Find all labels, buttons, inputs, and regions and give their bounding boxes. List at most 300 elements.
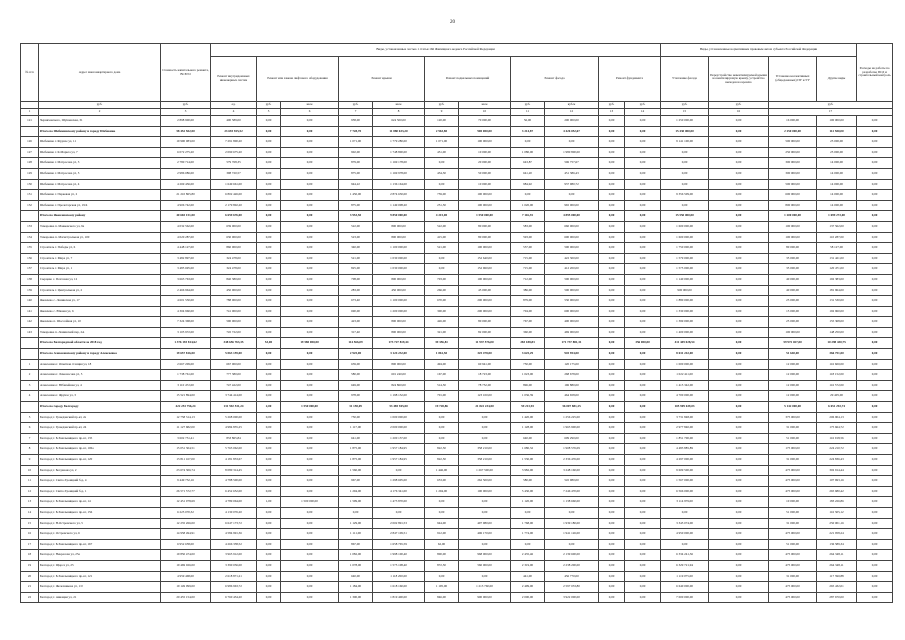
value-cell: 0,00 <box>857 190 893 201</box>
value-cell: 0,00 <box>625 571 661 582</box>
value-cell: 1 100 000,00 <box>373 243 425 254</box>
value-cell: 0,00 <box>709 529 769 540</box>
value-cell: 0,00 <box>257 179 281 190</box>
value-cell: 6 072 275,20 <box>161 147 211 158</box>
value-cell: 25 000,00 <box>817 137 857 148</box>
value-cell: 31 000,00 <box>769 571 817 582</box>
value-cell: 641,00 <box>339 433 373 444</box>
value-cell: 0,00 <box>425 412 459 423</box>
row-number-cell: 132 <box>21 200 39 211</box>
value-cell: 2 179 802,20 <box>211 200 257 211</box>
value-cell: 2 898 900,00 <box>161 116 211 127</box>
value-cell: 0,00 <box>625 147 661 158</box>
value-cell: 0,00 <box>257 137 281 148</box>
value-cell: 0,00 <box>625 190 661 201</box>
value-cell: 6 647 173,72 <box>211 518 257 529</box>
value-cell: 224 210,72 <box>817 444 857 455</box>
value-cell: 0,00 <box>257 126 281 137</box>
value-cell: 356 000,00 <box>625 338 661 349</box>
unit-cell: кв.м <box>459 102 511 109</box>
value-cell: 14 000,00 <box>817 168 857 179</box>
value-cell: 0,00 <box>625 433 661 444</box>
value-cell: 0,00 <box>857 359 893 370</box>
value-cell: 0,00 <box>257 359 281 370</box>
value-cell: 300,00 <box>425 306 459 317</box>
value-cell: 0,00 <box>625 507 661 518</box>
row-number-cell: 127 <box>21 147 39 158</box>
value-cell: 11 937 576,00 <box>459 338 511 349</box>
value-cell: 0,00 <box>625 539 661 550</box>
value-cell: 0,00 <box>625 253 661 264</box>
value-cell: 406 170,00 <box>459 529 511 540</box>
value-cell: 945 954,00 <box>545 349 599 360</box>
value-cell: 1 000 000,00 <box>661 359 709 370</box>
value-cell: 500 000,00 <box>769 179 817 190</box>
value-cell: 19 990 083,00 <box>161 137 211 148</box>
value-cell: 0,00 <box>709 391 769 402</box>
value-cell: 2,00 <box>257 402 281 413</box>
value-cell: 4 984 835,25 <box>211 423 257 434</box>
value-cell: 822,50 <box>425 455 459 466</box>
header-address: Адрес многоквартирного дома <box>39 44 161 102</box>
address-cell: Строитель г. Центральная ул, 2 <box>39 285 161 296</box>
address-cell: Яковлево п. Шоссейная ул, 10 <box>39 317 161 328</box>
value-cell: 875,00 <box>339 200 373 211</box>
value-cell: 120 471,00 <box>817 264 857 275</box>
value-cell: 0,00 <box>625 550 661 561</box>
value-cell: 100 000,00 <box>459 274 511 285</box>
value-cell: 400 000,00 <box>545 317 599 328</box>
value-cell: 0,00 <box>709 306 769 317</box>
value-cell: 0,00 <box>599 497 625 508</box>
row-number-cell: 140 <box>21 296 39 307</box>
header-insulation: Утепление фасада <box>661 57 709 102</box>
value-cell: 0,00 <box>257 306 281 317</box>
value-cell: 0,00 <box>599 200 625 211</box>
value-cell: 56 007 881,25 <box>545 402 599 413</box>
value-cell: 522,00 <box>425 221 459 232</box>
value-cell: 451,00 <box>425 147 459 158</box>
value-cell: 19 850 474,00 <box>161 550 211 561</box>
value-cell: 673,40 <box>339 296 373 307</box>
value-cell: 0,00 <box>857 327 893 338</box>
value-cell: 0,00 <box>709 433 769 444</box>
value-cell: 1 567 000,00 <box>661 476 709 487</box>
value-cell: 51 000,00 <box>769 539 817 550</box>
value-cell: 386,00 <box>511 285 545 296</box>
value-cell: 15 000,00 <box>769 306 817 317</box>
value-cell: 0,00 <box>709 243 769 254</box>
value-cell: 0,00 <box>281 137 339 148</box>
value-cell: 23 674 306,74 <box>161 465 211 476</box>
value-cell: 12 000,00 <box>769 391 817 402</box>
value-cell: 1 649 661,00 <box>211 179 257 190</box>
value-cell: 0,00 <box>545 507 599 518</box>
value-cell: 0,00 <box>599 338 625 349</box>
value-cell: 0,00 <box>625 137 661 148</box>
value-cell: 40 000,00 <box>769 285 817 296</box>
value-cell: 1 575 108,40 <box>373 560 425 571</box>
value-cell: 0,00 <box>625 168 661 179</box>
value-cell: 0,00 <box>625 455 661 466</box>
value-cell: 1 875,00 <box>339 455 373 466</box>
row-number-cell: 6 <box>21 423 39 434</box>
value-cell: 183 226,86 <box>817 497 857 508</box>
unit-cell: руб. <box>625 102 661 109</box>
value-cell: 800 000,00 <box>373 327 425 338</box>
value-cell: 1 294,00 <box>339 486 373 497</box>
value-cell: 116 918,56 <box>817 433 857 444</box>
address-cell: Яковлево с. Южная ул, 6 <box>39 306 161 317</box>
value-cell: 2 000,00 <box>511 592 545 603</box>
value-cell: 958,00 <box>339 116 373 127</box>
value-cell: 4 266 338,52 <box>211 539 257 550</box>
value-cell: 18 723,00 <box>459 370 511 381</box>
value-cell: 639 000,00 <box>211 221 257 232</box>
value-cell: 0,00 <box>625 465 661 476</box>
value-cell: 0,00 <box>545 539 599 550</box>
value-cell: 6 952 658,00 <box>161 539 211 550</box>
value-cell: 0,00 <box>709 200 769 211</box>
value-cell: 0,00 <box>857 211 893 222</box>
value-cell: 15 521 894,00 <box>161 391 211 402</box>
value-cell: 788 000,00 <box>211 296 257 307</box>
value-cell: 0,00 <box>257 253 281 264</box>
value-cell: 825,00 <box>339 264 373 275</box>
address-cell: Шебекино г. Парковая ул, 2 <box>39 190 161 201</box>
value-cell: 500 000,00 <box>545 285 599 296</box>
value-cell: 1 575 000,00 <box>661 264 709 275</box>
value-cell: 3 625,29 <box>511 349 545 360</box>
value-cell: 4 601 530,00 <box>161 296 211 307</box>
value-cell: 148 250,00 <box>817 327 857 338</box>
value-cell: 1 140 000,00 <box>661 274 709 285</box>
address-cell: Шебекино г. Пролетарская ул, 19/4 <box>39 200 161 211</box>
value-cell: 100 000,00 <box>769 221 817 232</box>
value-cell: 1 184,00 <box>339 582 373 593</box>
value-cell: 0,00 <box>857 253 893 264</box>
value-cell: 0,00 <box>857 518 893 529</box>
value-cell: 0,00 <box>857 221 893 232</box>
value-cell: 152 640,00 <box>459 253 511 264</box>
value-cell: 375 000,00 <box>769 412 817 423</box>
value-cell: 70 000,00 <box>459 116 511 127</box>
value-cell: 0,00 <box>599 296 625 307</box>
value-cell: 879,00 <box>511 296 545 307</box>
value-cell: 0,00 <box>709 465 769 476</box>
subtotal-row <box>21 211 893 222</box>
value-cell: 1 195,00 <box>425 582 459 593</box>
value-cell: 800 000,00 <box>373 232 425 243</box>
column-number-cell: 2 <box>39 109 161 116</box>
value-cell: 1 579 000,00 <box>661 253 709 264</box>
value-cell: 58 452 502,00 <box>161 126 211 137</box>
value-cell: 4 215,00 <box>425 211 459 222</box>
value-cell: 105 909 639,03 <box>661 402 709 413</box>
table-row <box>21 158 893 169</box>
value-cell: 1 200 000,00 <box>769 211 817 222</box>
value-cell: 0,00 <box>373 465 425 476</box>
value-cell: 366 751,00 <box>817 349 857 360</box>
address-cell: Строитель г. Мира ул, 7 <box>39 253 161 264</box>
header-total: Стоимость капитального ремонта, ВСЕГО <box>161 44 211 102</box>
value-cell: 0,00 <box>709 476 769 487</box>
value-cell: 1 330 000,00 <box>661 306 709 317</box>
value-cell: 0,00 <box>709 359 769 370</box>
value-cell: 0,00 <box>857 137 893 148</box>
value-cell: 0,00 <box>599 190 625 201</box>
value-cell: 192 960,00 <box>817 306 857 317</box>
value-cell: 4 448 127,00 <box>161 243 211 254</box>
value-cell: 0,00 <box>857 402 893 413</box>
value-cell: 0,00 <box>599 550 625 561</box>
address-cell: Шебекино г. Фрунзе ул, 11 <box>39 137 161 148</box>
value-cell: 0,00 <box>281 274 339 285</box>
table-row <box>21 550 893 561</box>
value-cell: 0,00 <box>857 285 893 296</box>
value-cell: 0,00 <box>281 317 339 328</box>
unit-cell: руб. <box>339 102 373 109</box>
value-cell: 100 000,00 <box>459 200 511 211</box>
value-cell: 9 609 500,00 <box>661 465 709 476</box>
value-cell: 0,00 <box>257 455 281 466</box>
value-cell: 262 500,00 <box>459 476 511 487</box>
value-cell: 25 000,00 <box>769 296 817 307</box>
value-cell: 0,00 <box>281 507 339 518</box>
column-number-cell: 3 <box>161 109 211 116</box>
value-cell: 173 727 819,44 <box>373 338 425 349</box>
header-group-regional: Виды, установленные нормативным правовым актом субъекта Российской Федерации <box>661 44 857 57</box>
address-cell: Белгород г. Н.Островского ул, 5 <box>39 518 161 529</box>
value-cell: 0,00 <box>425 507 459 518</box>
value-cell: 283 188,83 <box>511 338 545 349</box>
unit-cell: руб. <box>425 102 459 109</box>
value-cell: 902,00 <box>339 147 373 158</box>
value-cell: 701,00 <box>425 391 459 402</box>
table-row <box>21 274 893 285</box>
value-cell: 0,00 <box>599 243 625 254</box>
value-cell: 0,00 <box>625 529 661 540</box>
value-cell: 0,00 <box>281 465 339 476</box>
value-cell: 0,00 <box>281 571 339 582</box>
value-cell: 0,00 <box>281 370 339 381</box>
value-cell: 0,00 <box>459 497 511 508</box>
value-cell: 0,00 <box>599 349 625 360</box>
value-cell: 3 922 000,00 <box>545 592 599 603</box>
row-number-cell: 11 <box>21 476 39 487</box>
value-cell: 415,00 <box>425 232 459 243</box>
value-cell: 653,00 <box>425 476 459 487</box>
value-cell: 1 200 000,00 <box>373 306 425 317</box>
header-meters: Установка коллективных (общедомовых) ПУ и УУ <box>769 57 817 102</box>
table-row <box>21 380 893 391</box>
value-cell: 944,00 <box>425 518 459 529</box>
value-cell: 0,00 <box>599 402 625 413</box>
value-cell: 12 235 266,00 <box>161 518 211 529</box>
row-number-cell <box>21 402 39 413</box>
value-cell: 171 737 881,31 <box>545 338 599 349</box>
value-cell: 116 600,00 <box>817 359 857 370</box>
value-cell: 0,00 <box>709 423 769 434</box>
value-cell: 7 728,70 <box>339 126 373 137</box>
value-cell: 0,00 <box>625 285 661 296</box>
value-cell: 1 169 978,00 <box>373 168 425 179</box>
value-cell: 450 000,00 <box>373 285 425 296</box>
value-cell: 0,00 <box>857 412 893 423</box>
address-cell: Белгород г. Авиации ул, 21 <box>39 592 161 603</box>
value-cell: 167,00 <box>425 370 459 381</box>
value-cell: 0,00 <box>709 147 769 158</box>
value-cell: 1 129,00 <box>339 518 373 529</box>
value-cell: 767,00 <box>511 317 545 328</box>
value-cell: 0,00 <box>857 476 893 487</box>
page-number: 20 <box>450 20 455 25</box>
table-row <box>21 264 893 275</box>
value-cell: 1 198 132,00 <box>373 391 425 402</box>
value-cell: 937 980,72 <box>545 179 599 190</box>
value-cell: 6 659 676,00 <box>211 211 257 222</box>
value-cell: 131 530,00 <box>817 296 857 307</box>
value-cell: 100 000,00 <box>459 137 511 148</box>
header-other: Другие виды <box>817 57 857 102</box>
value-cell: 325 478,00 <box>459 349 511 360</box>
value-cell: 545 980,00 <box>545 476 599 487</box>
value-cell: 118 152,00 <box>817 370 857 381</box>
value-cell: 0,00 <box>459 571 511 582</box>
value-cell: 0,00 <box>599 476 625 487</box>
address-cell: Шебекино г. Матросова ул, 3 <box>39 158 161 169</box>
value-cell: 8 080 314,45 <box>211 465 257 476</box>
address-cell: Томаровка п. Маяковского ул, 9а <box>39 221 161 232</box>
value-cell: 0,00 <box>661 158 709 169</box>
value-cell: 4 906 742,00 <box>161 200 211 211</box>
column-number-cell: 17 <box>769 109 893 116</box>
value-cell: 358 210,00 <box>459 444 511 455</box>
value-cell: 497 980,00 <box>459 518 511 529</box>
column-number-cell: 13 <box>599 109 625 116</box>
value-cell: 0,00 <box>625 402 661 413</box>
value-cell: 0,00 <box>257 168 281 179</box>
table-row <box>21 539 893 550</box>
value-cell: 0,00 <box>857 529 893 540</box>
value-cell: 136 589,34 <box>817 539 857 550</box>
value-cell: 0,00 <box>709 550 769 561</box>
value-cell: 0,00 <box>709 338 769 349</box>
value-cell: 40 665 151,00 <box>161 211 211 222</box>
value-cell: 2 925,00 <box>339 349 373 360</box>
row-number-cell: 135 <box>21 243 39 254</box>
value-cell: 2 667 209,00 <box>161 359 211 370</box>
value-cell: 1 078,00 <box>339 560 373 571</box>
value-cell: 0,00 <box>281 158 339 169</box>
value-cell: 3 731 848,00 <box>661 412 709 423</box>
value-cell: 965 000,00 <box>545 200 599 211</box>
table-row <box>21 221 893 232</box>
value-cell: 50 000,00 <box>459 168 511 179</box>
value-cell: 11 127 682,00 <box>161 423 211 434</box>
table-row <box>21 253 893 264</box>
value-cell: 1 136 164,00 <box>373 179 425 190</box>
value-cell: 0,00 <box>373 507 425 518</box>
value-cell: 469 000,00 <box>545 327 599 338</box>
value-cell: 0,00 <box>599 221 625 232</box>
value-cell: 1 118 200,00 <box>373 571 425 582</box>
value-cell: 4 020 287,00 <box>161 232 211 243</box>
value-cell: 900 000,00 <box>459 592 511 603</box>
value-cell: 475 000,00 <box>769 592 817 603</box>
value-cell: 912,00 <box>425 529 459 540</box>
value-cell: 0,00 <box>257 380 281 391</box>
table-row <box>21 116 893 127</box>
value-cell: 579 768,35 <box>211 158 257 169</box>
value-cell: 560 000,00 <box>459 560 511 571</box>
value-cell: 3 953,50 <box>339 211 373 222</box>
value-cell: 800,00 <box>425 550 459 561</box>
value-cell: 1 030 000,00 <box>373 264 425 275</box>
header-number: № п/п <box>21 44 39 102</box>
value-cell: 0,00 <box>599 412 625 423</box>
value-cell: 0,00 <box>281 423 339 434</box>
value-cell: 872,50 <box>425 560 459 571</box>
value-cell: 10 000,00 <box>459 147 511 158</box>
value-cell: 0,00 <box>257 274 281 285</box>
table-row <box>21 285 893 296</box>
value-cell: 20 000,00 <box>459 158 511 169</box>
value-cell: 265 432,01 <box>817 582 857 593</box>
value-cell: 19 580 000,00 <box>281 338 339 349</box>
value-cell: 1 550 000,00 <box>459 211 511 222</box>
value-cell: 0,00 <box>281 433 339 444</box>
value-cell: 0,00 <box>599 486 625 497</box>
address-cell: Итого по Белгородской области за 2018 год <box>39 338 161 349</box>
unit-cell: руб. <box>661 102 709 109</box>
value-cell: 1 100 000,00 <box>373 296 425 307</box>
value-cell: 16 000,00 <box>769 116 817 127</box>
value-cell: 3 744 414,00 <box>211 391 257 402</box>
row-number-cell: 137 <box>21 264 39 275</box>
table-row <box>21 391 893 402</box>
address-cell: Белгород г. Б.Хмельницкого пр-кт, 135 <box>39 433 161 444</box>
value-cell: 523,00 <box>339 232 373 243</box>
header-group-federal: Виды, установленные частью 1 статьи 166 Жилищного кодекса Российской Федерации <box>211 44 661 57</box>
unit-cell: руб. <box>599 102 625 109</box>
table-row <box>21 582 893 593</box>
value-cell: 206 904,13 <box>817 412 857 423</box>
unit-cell: руб. <box>39 102 161 109</box>
value-cell: 800 000,00 <box>373 317 425 328</box>
value-cell: 557,00 <box>511 243 545 254</box>
value-cell: 0,00 <box>257 200 281 211</box>
value-cell: 1 699 272,00 <box>817 211 857 222</box>
value-cell: 860 000,00 <box>211 243 257 254</box>
value-cell: 0,00 <box>709 380 769 391</box>
value-cell: 0,00 <box>857 433 893 444</box>
value-cell: 4 269 436,00 <box>161 179 211 190</box>
value-cell: 4 426 052,67 <box>545 126 599 137</box>
value-cell: 0,00 <box>257 232 281 243</box>
unit-cell: кв.м <box>281 102 339 109</box>
value-cell: 5 268 000,00 <box>211 412 257 423</box>
value-cell: 82 000,00 <box>459 327 511 338</box>
value-cell: 0,00 <box>425 253 459 264</box>
value-cell: 1 020,00 <box>511 200 545 211</box>
value-cell: 1 599,00 <box>339 497 373 508</box>
subtotal-row <box>21 338 893 349</box>
value-cell: 0,00 <box>599 582 625 593</box>
value-cell: 1 022 411,00 <box>661 370 709 381</box>
value-cell: 58 127,00 <box>817 243 857 254</box>
value-cell: 0,00 <box>709 274 769 285</box>
